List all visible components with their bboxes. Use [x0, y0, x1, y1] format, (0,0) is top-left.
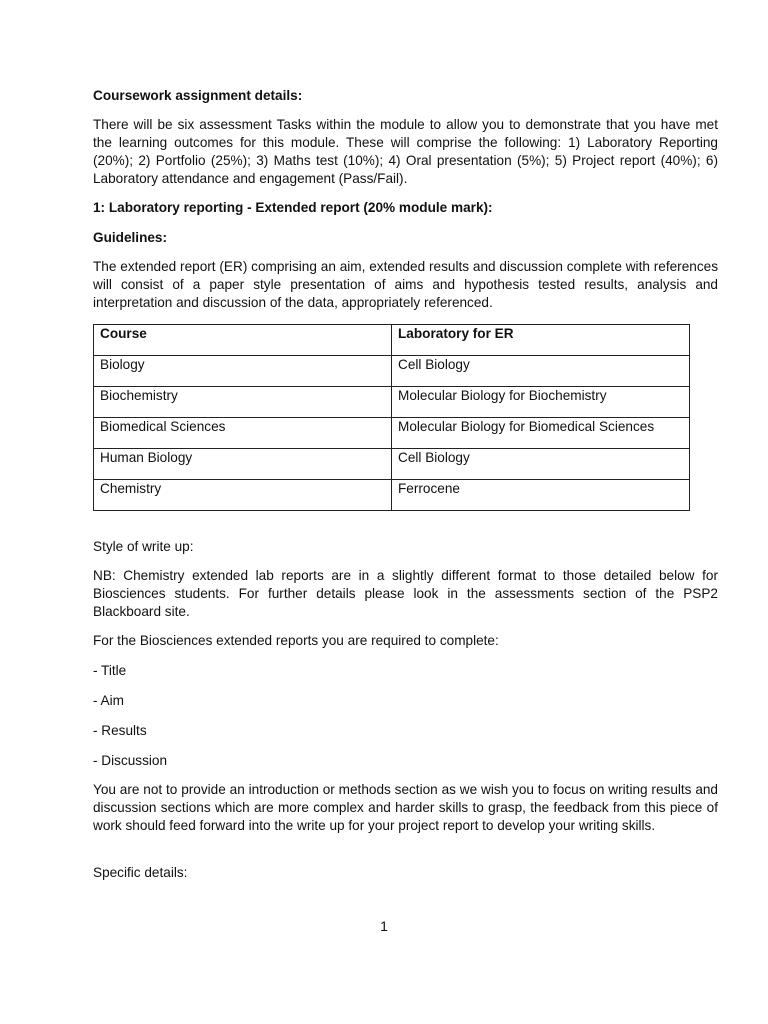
- requirement-aim: - Aim: [93, 693, 124, 708]
- guidelines-heading: Guidelines:: [93, 230, 168, 245]
- course-laboratory-table: [93, 324, 690, 511]
- table-cell-course: Biology: [94, 356, 392, 387]
- table-cell-course: Chemistry: [94, 480, 392, 511]
- table-cell-laboratory: Molecular Biology for Biochemistry: [392, 387, 690, 418]
- guidelines-paragraph: The extended report (ER) comprising an aim, extended results and discussion complete with references will consist of a paper style presentation of aims and hypothesis tested results, analysis and interpretation and discussion of the data, appropriately referenced.: [93, 259, 718, 310]
- table-cell-course: Biomedical Sciences: [94, 418, 392, 449]
- style-label: Style of write up:: [93, 539, 194, 554]
- section-heading: 1: Laboratory reporting - Extended report (20% module mark):: [93, 200, 493, 215]
- table-header-row: [94, 325, 690, 356]
- table-cell-course: Human Biology: [94, 449, 392, 480]
- table-row: [94, 356, 690, 387]
- table-row: [94, 449, 690, 480]
- table-row: [94, 418, 690, 449]
- specific-details-label: Specific details:: [93, 865, 188, 880]
- table-cell-laboratory: Ferrocene: [392, 480, 690, 511]
- requirement-title: - Title: [93, 663, 127, 678]
- requirement-discussion: - Discussion: [93, 753, 168, 768]
- focus-paragraph: You are not to provide an introduction or methods section as we wish you to focus on writing results and discussion sections which are more complex and harder skills to grasp, the feedback from this piece of work should feed forward into the write up for your project report to develop your writing skills.: [93, 782, 718, 833]
- table-cell-course: Biochemistry: [94, 387, 392, 418]
- requirements-intro: For the Biosciences extended reports you are required to complete:: [93, 633, 499, 648]
- requirement-results: - Results: [93, 723, 147, 738]
- nb-paragraph: NB: Chemistry extended lab reports are in a slightly different format to those detailed below for Biosciences students. For further details please look in the assessments section of the PSP2 Blackboard site.: [93, 568, 718, 619]
- coursework-heading: Coursework assignment details:: [93, 88, 303, 103]
- table-cell-laboratory: Molecular Biology for Biomedical Sciences: [392, 418, 690, 449]
- intro-paragraph: There will be six assessment Tasks within the module to allow you to demonstrate that you have met the learning outcomes for this module. These will comprise the following: 1) Laboratory Reporting (20%); 2) Portfolio (25%); 3) Maths test (10%); 4) Oral presentation (5%); 5) Project report (40%); 6) Laboratory attendance and engagement (Pass/Fail).: [93, 117, 718, 186]
- table-row: [94, 387, 690, 418]
- table-cell-laboratory: Cell Biology: [392, 356, 690, 387]
- page-number: 1: [380, 918, 388, 934]
- table-row: [94, 480, 690, 511]
- table-cell-laboratory: Cell Biology: [392, 449, 690, 480]
- table-header-course: Course: [94, 325, 392, 356]
- table-header-laboratory: Laboratory for ER: [392, 325, 690, 356]
